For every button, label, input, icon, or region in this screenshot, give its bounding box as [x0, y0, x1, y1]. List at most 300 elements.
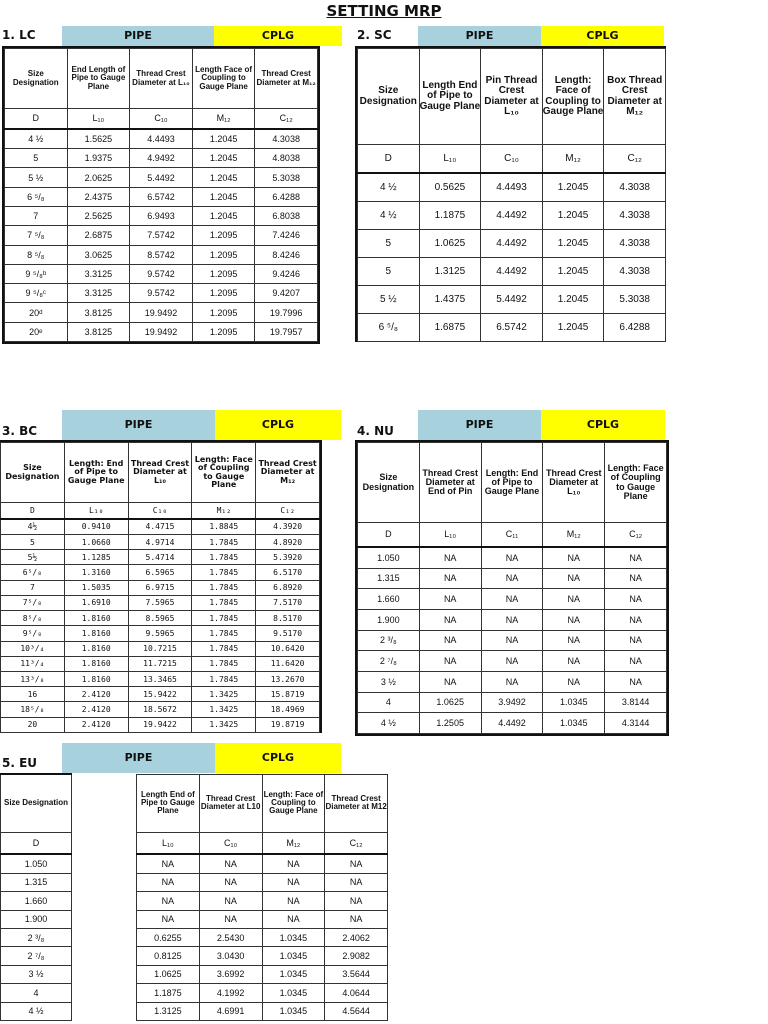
value-cell: 1.7845: [192, 565, 256, 580]
value-cell: 1.2095: [192, 322, 255, 341]
value-cell: NA: [325, 892, 388, 910]
value-cell: 7.5170: [256, 595, 320, 610]
value-cell: NA: [543, 568, 605, 589]
value-cell: 2.5430: [199, 928, 262, 946]
value-cell: 1.2045: [542, 173, 604, 202]
value-cell: 1.2045: [192, 129, 255, 149]
pipe-band: PIPE: [62, 743, 215, 773]
value-cell: NA: [199, 910, 262, 928]
value-cell: 11.7215: [128, 656, 192, 671]
value-cell: 1.6875: [419, 314, 481, 342]
cplg-band: CPLG: [214, 26, 342, 46]
nu-symbol-row: [358, 523, 667, 547]
value-cell: NA: [137, 873, 200, 891]
size-cell: 1.660: [1, 892, 72, 910]
value-cell: 2.0625: [67, 168, 130, 187]
value-cell: 19.8719: [256, 717, 320, 732]
size-cell: 7: [5, 207, 68, 226]
table-row: [1, 519, 320, 535]
value-cell: 4.4492: [481, 230, 543, 258]
value-cell: NA: [543, 547, 605, 569]
size-cell: 5: [1, 534, 65, 549]
eu-gap: [72, 854, 137, 873]
value-cell: 19.9422: [128, 717, 192, 732]
value-cell: NA: [325, 910, 388, 928]
nu-col-c11: Length: End of Pipe to Gauge Plane: [481, 443, 543, 523]
eu-gap: [72, 928, 137, 946]
value-cell: NA: [543, 651, 605, 672]
cplg-band: CPLG: [215, 410, 341, 440]
value-cell: 1.8160: [64, 671, 128, 686]
value-cell: 1.7845: [192, 641, 256, 656]
table-row: [1, 1002, 388, 1020]
size-cell: 10³/₄: [1, 641, 65, 656]
value-cell: 4.4492: [481, 713, 543, 734]
value-cell: NA: [419, 651, 481, 672]
table-row: [358, 630, 667, 651]
sc-symbol-row: [358, 145, 666, 173]
symbol-d: D: [1, 832, 72, 854]
value-cell: 1.6910: [64, 595, 128, 610]
value-cell: 9.5965: [128, 626, 192, 641]
value-cell: 1.0345: [262, 984, 325, 1002]
value-cell: 4.3038: [604, 230, 666, 258]
value-cell: 4.3038: [255, 129, 318, 149]
section-label-sc: 2. SC: [357, 28, 392, 42]
value-cell: NA: [419, 671, 481, 692]
table-row: [1, 854, 388, 873]
symbol-c10: C₁₀: [481, 145, 543, 173]
symbol-l10: L₁₀: [64, 503, 128, 519]
value-cell: 4.0644: [325, 984, 388, 1002]
table-row: [358, 692, 667, 713]
value-cell: 4.8920: [256, 534, 320, 549]
symbol-d: D: [358, 523, 420, 547]
size-cell: 7 ⁵/₈: [5, 226, 68, 245]
value-cell: 15.8719: [256, 687, 320, 702]
value-cell: 1.0345: [543, 692, 605, 713]
value-cell: NA: [605, 609, 667, 630]
size-cell: 6⁵/₈: [1, 565, 65, 580]
value-cell: 4.3038: [604, 202, 666, 230]
value-cell: 1.5035: [64, 580, 128, 595]
value-cell: 8.5742: [130, 245, 193, 264]
eu-header-row: [1, 774, 388, 832]
size-cell: 3 ½: [1, 965, 72, 983]
eu-gap: [72, 947, 137, 965]
value-cell: 4.5644: [325, 1002, 388, 1020]
value-cell: 1.9375: [67, 149, 130, 168]
nu-col-m12: Thread Crest Diameter at L₁₀: [543, 443, 605, 523]
table-row: [1, 947, 388, 965]
value-cell: 3.6992: [199, 965, 262, 983]
sc-col-l10: Length End of Pipe to Gauge Plane: [419, 49, 481, 145]
value-cell: 6.4288: [604, 314, 666, 342]
size-cell: 5: [358, 230, 420, 258]
symbol-c10: C₁₀: [130, 109, 193, 129]
size-cell: 5: [358, 258, 420, 286]
table-row: [1, 534, 320, 549]
header-band-eu: [62, 743, 341, 773]
symbol-c12: C₁₂: [605, 523, 667, 547]
value-cell: NA: [262, 873, 325, 891]
size-cell: 8⁵/₈: [1, 611, 65, 626]
value-cell: NA: [137, 854, 200, 873]
value-cell: 3.8125: [67, 303, 130, 322]
value-cell: 1.2045: [542, 314, 604, 342]
value-cell: NA: [605, 568, 667, 589]
table-row: [1, 910, 388, 928]
value-cell: NA: [262, 854, 325, 873]
value-cell: 7.5742: [130, 226, 193, 245]
table-row: [1, 626, 320, 641]
value-cell: 1.1875: [419, 202, 481, 230]
table-row: [358, 671, 667, 692]
size-cell: 2 ⁷/₈: [358, 651, 420, 672]
pipe-band: PIPE: [62, 410, 215, 440]
value-cell: 5.4714: [128, 550, 192, 565]
value-cell: NA: [543, 609, 605, 630]
value-cell: 6.8038: [255, 207, 318, 226]
lc-col-l10: End Length of Pipe to Gauge Plane: [67, 49, 130, 109]
nu-header-row: [358, 443, 667, 523]
table-row: [1, 892, 388, 910]
value-cell: 1.2045: [192, 149, 255, 168]
value-cell: 6.5965: [128, 565, 192, 580]
bc-col-c10: Thread Crest Diameter at L₁₀: [128, 443, 192, 503]
size-cell: 20ᵉ: [5, 322, 68, 341]
size-cell: 4 ½: [1, 1002, 72, 1020]
value-cell: 19.9492: [130, 303, 193, 322]
value-cell: 4.4492: [481, 202, 543, 230]
symbol-l10: L₁₀: [419, 145, 481, 173]
table-row: [358, 547, 667, 569]
size-cell: 1.900: [1, 910, 72, 928]
eu-gap: [72, 984, 137, 1002]
size-cell: 2 ³/₈: [1, 928, 72, 946]
value-cell: 1.5625: [67, 129, 130, 149]
table-row: [1, 873, 388, 891]
size-cell: 4 ½: [358, 173, 420, 202]
symbol-c12: C₁₂: [255, 109, 318, 129]
symbol-l10: L₁₀: [67, 109, 130, 129]
value-cell: 9.4246: [255, 264, 318, 283]
value-cell: NA: [481, 671, 543, 692]
value-cell: NA: [543, 589, 605, 610]
table-row: [5, 284, 318, 303]
bc-col-size: Size Designation: [1, 443, 65, 503]
value-cell: 1.0345: [543, 713, 605, 734]
nu-col-c12: Length: Face of Coupling to Gauge Plane: [605, 443, 667, 523]
symbol-c12: C₁₂: [256, 503, 320, 519]
lc-col-c12: Thread Crest Diameter at M₁₂: [255, 49, 318, 109]
eu-col-c12: Thread Crest Diameter at M12: [325, 774, 388, 832]
value-cell: 2.5625: [67, 207, 130, 226]
table-row: [1, 965, 388, 983]
value-cell: NA: [481, 568, 543, 589]
value-cell: 4.4493: [481, 173, 543, 202]
size-cell: 4 ½: [358, 713, 420, 734]
table-row: [1, 656, 320, 671]
value-cell: 2.4120: [64, 717, 128, 732]
value-cell: NA: [419, 568, 481, 589]
size-cell: 5 ½: [5, 168, 68, 187]
table-row: [1, 702, 320, 717]
value-cell: NA: [325, 854, 388, 873]
section-label-nu: 4. NU: [357, 424, 394, 438]
value-cell: 1.8160: [64, 626, 128, 641]
size-cell: 8 ⁵/₈: [5, 245, 68, 264]
symbol-c11: C₁₁: [481, 523, 543, 547]
size-cell: 3 ½: [358, 671, 420, 692]
lc-col-size: Size Designation: [5, 49, 68, 109]
table-row: [1, 717, 320, 732]
table-row: [358, 651, 667, 672]
size-cell: 1.660: [358, 589, 420, 610]
table-row: [358, 258, 666, 286]
size-cell: 7⁵/₈: [1, 595, 65, 610]
table-row: [358, 202, 666, 230]
value-cell: NA: [605, 651, 667, 672]
value-cell: NA: [262, 910, 325, 928]
value-cell: 11.6420: [256, 656, 320, 671]
sc-table: [355, 46, 666, 342]
value-cell: 3.8125: [67, 322, 130, 341]
table-row: [358, 713, 667, 734]
value-cell: 4.4493: [130, 129, 193, 149]
eu-gap: [72, 910, 137, 928]
value-cell: 4.8038: [255, 149, 318, 168]
value-cell: 4.3144: [605, 713, 667, 734]
eu-col-c10: Thread Crest Diameter at L10: [199, 774, 262, 832]
bc-table: [0, 440, 322, 733]
value-cell: 1.3160: [64, 565, 128, 580]
value-cell: NA: [481, 609, 543, 630]
value-cell: 4.9492: [130, 149, 193, 168]
value-cell: 1.2095: [192, 264, 255, 283]
size-cell: 20ᵈ: [5, 303, 68, 322]
value-cell: NA: [543, 630, 605, 651]
value-cell: 1.7845: [192, 595, 256, 610]
page-title: SETTING MRP: [326, 2, 442, 20]
value-cell: 1.1285: [64, 550, 128, 565]
sc-col-size: Size Designation: [358, 49, 420, 145]
value-cell: 6.4288: [255, 187, 318, 206]
value-cell: NA: [481, 630, 543, 651]
size-cell: 1.315: [1, 873, 72, 891]
size-cell: 5 ½: [358, 286, 420, 314]
table-row: [5, 129, 318, 149]
section-label-lc: 1. LC: [2, 28, 36, 42]
symbol-c12: C₁₂: [325, 832, 388, 854]
value-cell: NA: [605, 630, 667, 651]
value-cell: 1.7845: [192, 550, 256, 565]
table-row: [5, 226, 318, 245]
symbol-m12: M₁₂: [262, 832, 325, 854]
lc-header-row: [5, 49, 318, 109]
table-row: [1, 580, 320, 595]
value-cell: 1.3425: [192, 702, 256, 717]
value-cell: 18.5672: [128, 702, 192, 717]
value-cell: 2.6875: [67, 226, 130, 245]
table-row: [1, 984, 388, 1002]
header-band-nu: [418, 410, 665, 440]
eu-gap: [72, 965, 137, 983]
lc-table: [2, 46, 320, 344]
eu-col-m12: Length: Face of Coupling to Gauge Plane: [262, 774, 325, 832]
value-cell: 1.8160: [64, 611, 128, 626]
size-cell: 1.050: [1, 854, 72, 873]
nu-col-size: Size Designation: [358, 443, 420, 523]
value-cell: 5.3920: [256, 550, 320, 565]
nu-table: [355, 440, 669, 736]
table-row: [5, 303, 318, 322]
sc-col-m12: Length: Face of Coupling to Gauge Plane: [542, 49, 604, 145]
value-cell: 6.5170: [256, 565, 320, 580]
value-cell: 4.3038: [604, 258, 666, 286]
size-cell: 9 ⁵/₈ᶜ: [5, 284, 68, 303]
value-cell: 1.8160: [64, 641, 128, 656]
value-cell: 1.2045: [542, 258, 604, 286]
eu-col-size: Size Designation: [1, 774, 72, 832]
value-cell: 1.2095: [192, 226, 255, 245]
table-row: [1, 687, 320, 702]
value-cell: 0.6255: [137, 928, 200, 946]
table-row: [1, 595, 320, 610]
value-cell: 1.0660: [64, 534, 128, 549]
value-cell: 2.4120: [64, 702, 128, 717]
table-row: [5, 207, 318, 226]
value-cell: 1.3425: [192, 717, 256, 732]
table-row: [5, 264, 318, 283]
value-cell: 2.4375: [67, 187, 130, 206]
value-cell: 1.2095: [192, 303, 255, 322]
value-cell: 1.7845: [192, 626, 256, 641]
value-cell: NA: [262, 892, 325, 910]
value-cell: 4.3038: [604, 173, 666, 202]
value-cell: 3.5644: [325, 965, 388, 983]
value-cell: 4.3920: [256, 519, 320, 535]
eu-gap: [72, 832, 137, 854]
section-label-eu: 5. EU: [2, 756, 38, 770]
size-cell: 2 ³/₈: [358, 630, 420, 651]
value-cell: 4.4492: [481, 258, 543, 286]
value-cell: 1.2045: [192, 168, 255, 187]
value-cell: 5.4492: [481, 286, 543, 314]
size-cell: 9 ⁵/₈ᵇ: [5, 264, 68, 283]
cplg-band: CPLG: [215, 743, 341, 773]
value-cell: 1.2045: [542, 230, 604, 258]
table-row: [358, 286, 666, 314]
value-cell: 7.4246: [255, 226, 318, 245]
value-cell: 19.9492: [130, 322, 193, 341]
size-cell: 4 ½: [358, 202, 420, 230]
size-cell: 7: [1, 580, 65, 595]
eu-gap: [72, 774, 137, 832]
value-cell: 5.3038: [255, 168, 318, 187]
value-cell: NA: [199, 854, 262, 873]
section-label-bc: 3. BC: [2, 424, 38, 438]
bc-header-row: [1, 443, 320, 503]
value-cell: 6.9493: [130, 207, 193, 226]
size-cell: 9⁵/₈: [1, 626, 65, 641]
symbol-d: D: [5, 109, 68, 129]
value-cell: 8.4246: [255, 245, 318, 264]
symbol-m12: M₁₂: [192, 109, 255, 129]
value-cell: 15.9422: [128, 687, 192, 702]
value-cell: 1.8845: [192, 519, 256, 535]
symbol-l10: L₁₀: [137, 832, 200, 854]
value-cell: 3.9492: [481, 692, 543, 713]
value-cell: 6.8920: [256, 580, 320, 595]
value-cell: 2.4120: [64, 687, 128, 702]
table-row: [1, 928, 388, 946]
value-cell: 13.2670: [256, 671, 320, 686]
value-cell: NA: [481, 589, 543, 610]
value-cell: 9.4207: [255, 284, 318, 303]
symbol-d: D: [1, 503, 65, 519]
value-cell: 4.9714: [128, 534, 192, 549]
value-cell: 6.5742: [130, 187, 193, 206]
value-cell: 1.2045: [192, 187, 255, 206]
table-row: [1, 641, 320, 656]
header-band-lc: [62, 26, 342, 46]
value-cell: 4.1992: [199, 984, 262, 1002]
value-cell: 1.7845: [192, 580, 256, 595]
value-cell: NA: [137, 892, 200, 910]
eu-gap: [72, 873, 137, 891]
size-cell: 5½: [1, 550, 65, 565]
size-cell: 2 ⁷/₈: [1, 947, 72, 965]
value-cell: 1.0345: [262, 1002, 325, 1020]
value-cell: NA: [481, 547, 543, 569]
size-cell: 5: [5, 149, 68, 168]
value-cell: 1.0345: [262, 965, 325, 983]
value-cell: 9.5170: [256, 626, 320, 641]
size-cell: 18⁵/₈: [1, 702, 65, 717]
value-cell: NA: [325, 873, 388, 891]
value-cell: 1.3425: [192, 687, 256, 702]
symbol-m12: M₁₂: [542, 145, 604, 173]
value-cell: 1.0345: [262, 947, 325, 965]
symbol-m12: M₁₂: [192, 503, 256, 519]
value-cell: 1.3125: [137, 1002, 200, 1020]
bc-symbol-row: [1, 503, 320, 519]
symbol-d: D: [358, 145, 420, 173]
symbol-c10: C₁₀: [199, 832, 262, 854]
size-cell: 1.050: [358, 547, 420, 569]
table-row: [5, 187, 318, 206]
value-cell: 1.8160: [64, 656, 128, 671]
table-row: [5, 168, 318, 187]
value-cell: 3.3125: [67, 264, 130, 283]
table-row: [1, 565, 320, 580]
table-row: [1, 611, 320, 626]
size-cell: 1.315: [358, 568, 420, 589]
value-cell: 1.2045: [542, 202, 604, 230]
size-cell: 1.900: [358, 609, 420, 630]
eu-gap: [72, 892, 137, 910]
table-row: [358, 609, 667, 630]
table-row: [358, 173, 666, 202]
value-cell: 1.0625: [419, 230, 481, 258]
size-cell: 11³/₄: [1, 656, 65, 671]
value-cell: 3.0625: [67, 245, 130, 264]
value-cell: 1.7845: [192, 671, 256, 686]
size-cell: 4 ½: [5, 129, 68, 149]
value-cell: 0.9410: [64, 519, 128, 535]
size-cell: 16: [1, 687, 65, 702]
